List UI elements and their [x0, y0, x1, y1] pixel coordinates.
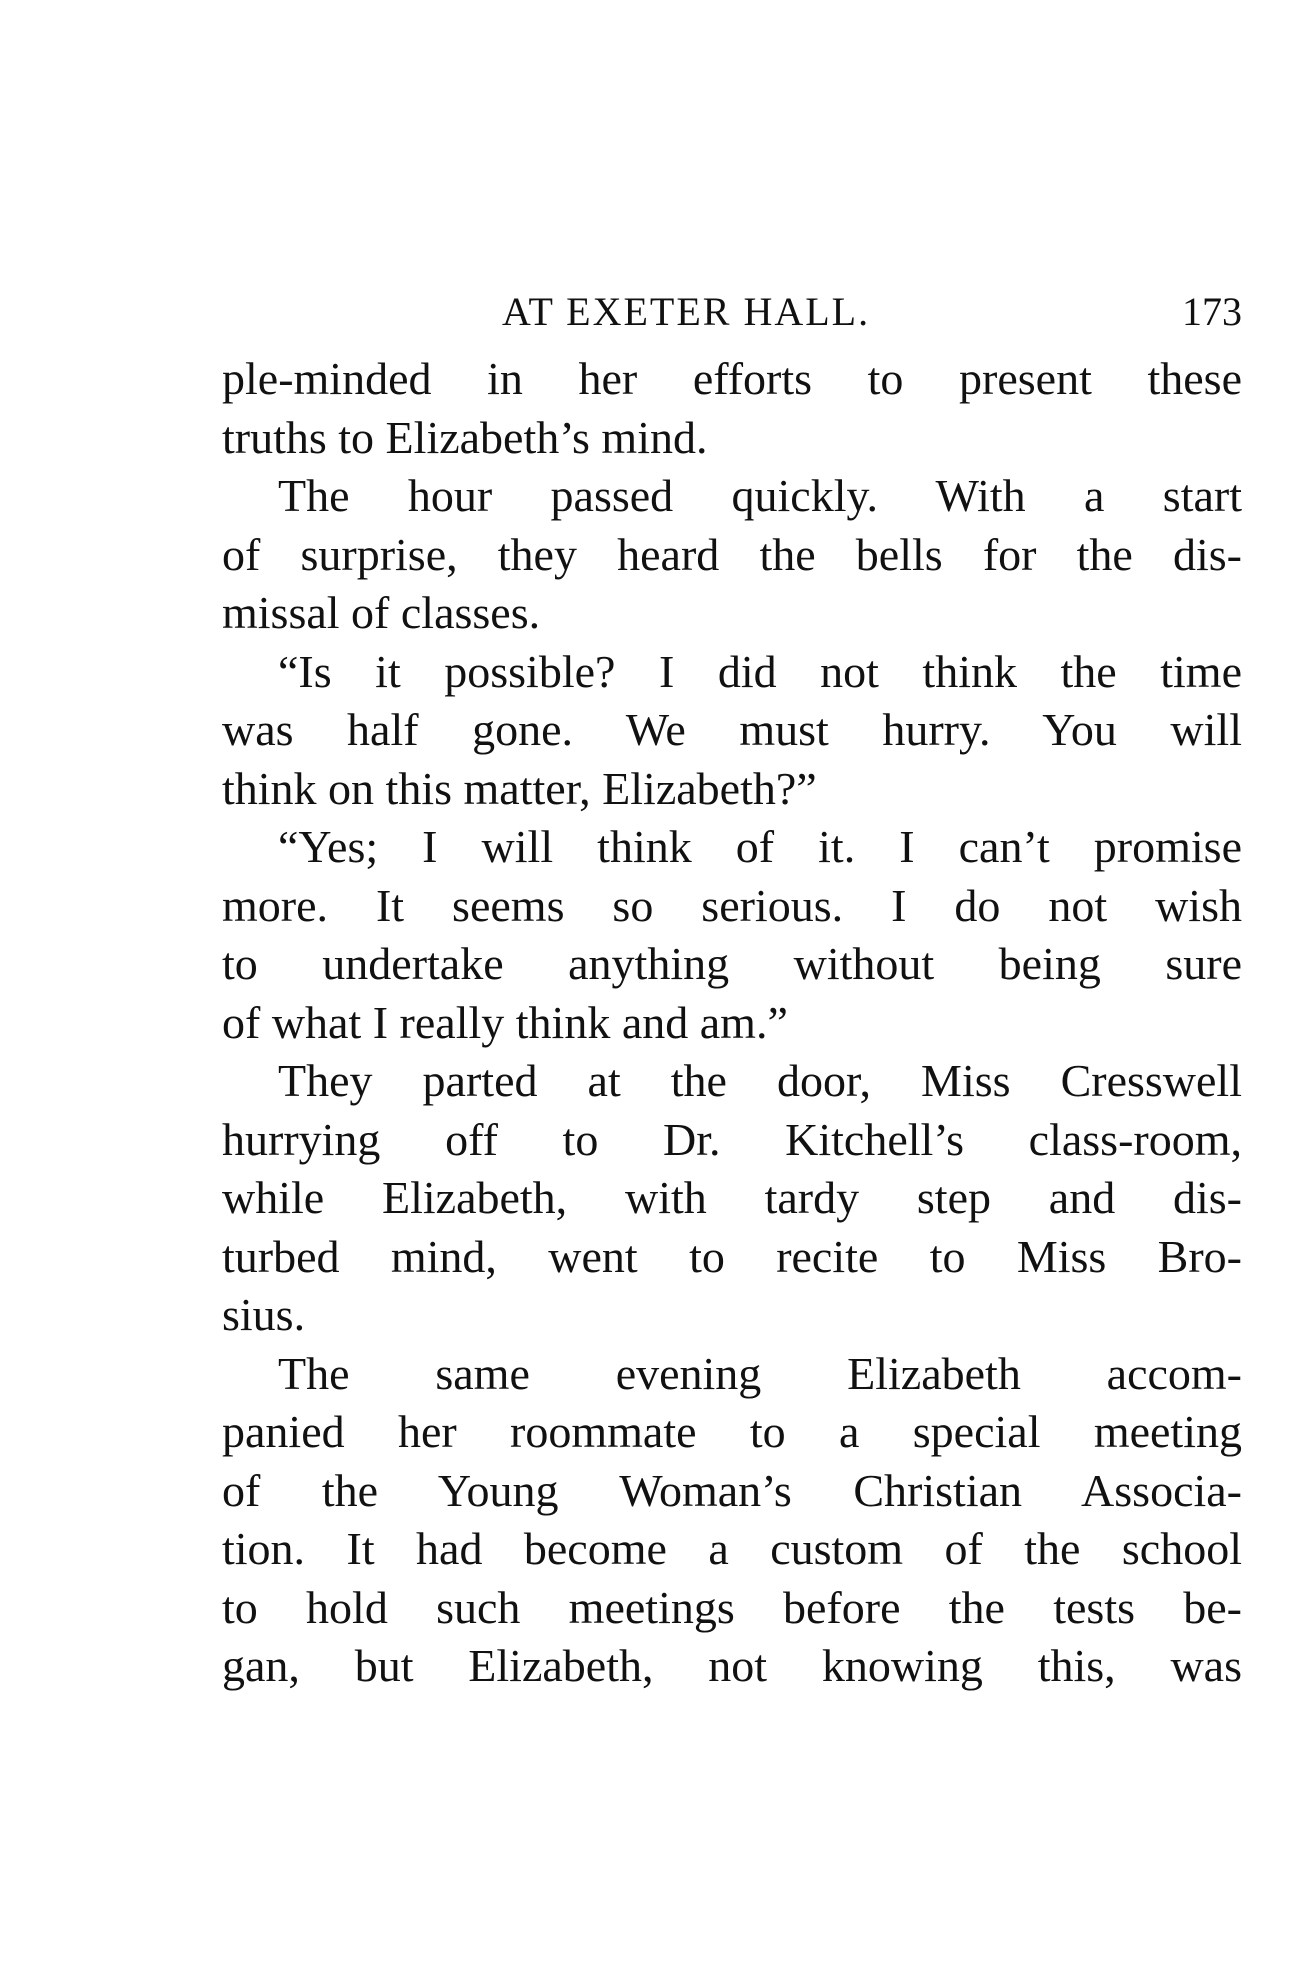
page-number: 173 [1182, 289, 1242, 334]
text-line: to hold such meetings before the tests be- [222, 1581, 1242, 1633]
text-line: of the Young Woman’s Christian Associa- [222, 1464, 1242, 1516]
text-line: while Elizabeth, with tardy step and dis- [222, 1172, 1242, 1223]
text-line: of surprise, they heard the bells for the dis- [222, 528, 1242, 580]
text-line: think on this matter, Elizabeth?” [222, 762, 817, 814]
text-line: “Is it possible? I did not think the time [278, 645, 1242, 697]
text-line: The hour passed quickly. With a start [278, 470, 1242, 521]
text-line: gan, but Elizabeth, not knowing this, was [222, 1640, 1242, 1691]
text-line: The same evening Elizabeth accom- [278, 1347, 1242, 1399]
text-line: more. It seems so serious. I do not wish [222, 879, 1242, 931]
running-title: AT EXETER HALL. [502, 289, 871, 334]
text-line: of what I really think and am.” [222, 996, 788, 1048]
text-line: turbed mind, went to recite to Miss Bro- [222, 1230, 1242, 1282]
text-line: was half gone. We must hurry. You will [222, 704, 1242, 755]
text-line: “Yes; I will think of it. I can’t promise [278, 821, 1242, 872]
text-line: to undertake anything without being sure [222, 938, 1242, 989]
text-line: They parted at the door, Miss Cresswell [278, 1055, 1242, 1106]
text-line: tion. It had become a custom of the school [222, 1523, 1242, 1574]
running-header [222, 288, 1242, 338]
text-line: ple-minded in her efforts to present these [222, 353, 1242, 404]
text-line: hurrying off to Dr. Kitchell’s class-room, [222, 1113, 1242, 1165]
text-line: sius. [222, 1289, 306, 1340]
text-line: panied her roommate to a special meeting [222, 1406, 1242, 1457]
text-line: missal of classes. [222, 587, 541, 638]
body-text [222, 350, 1242, 1696]
text-line: truths to Elizabeth’s mind. [222, 411, 708, 463]
